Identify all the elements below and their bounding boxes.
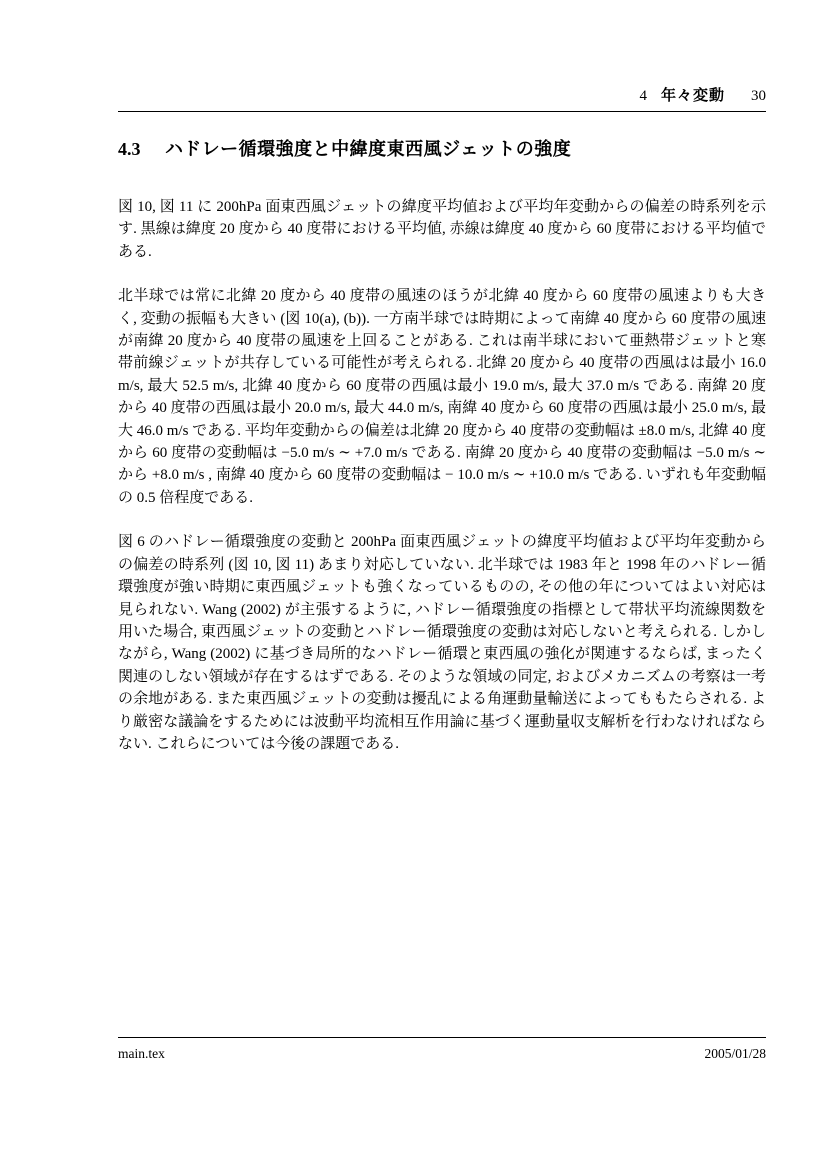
paragraph-discussion: 図 6 のハドレー循環強度の変動と 200hPa 面東西風ジェットの緯度平均値および平均年変動からの偏差の時系列 (図 10, 図 11) あまり対応していない. 北半球では 1983 年と 1998 年のハドレー循環強度が強い時期に東西風ジェットも強くなっているものの, その他の年についてはよい対応は見られない. Wang (2002) が主張するように, ハドレー循環強度の指標として帯状平均流線関数を用いた場合, 東西風ジェットの変動とハドレー循環強度の変動は対応しないと考えられる. しかしながら, Wang (2002) に基づき局所的なハドレー循環と東西風の強化が関連するならば, まったく関連のしない領域が存在するはずである. そのような領域の同定, およびメカニズムの考察は一考の余地がある. また東西風ジェットの変動は擾乱による角運動量輸送によってももたらされる. より厳密な議論をするためには波動平均流相互作用論に基づく運動量収支解析を行わなければならない. これらについては今後の課題である.: [118, 534, 766, 752]
footer-filename: main.tex: [118, 1046, 165, 1061]
header-page-number: 30: [751, 88, 766, 104]
header-rule: [118, 111, 766, 112]
footer-date: 2005/01/28: [704, 1046, 766, 1061]
page-footer: [118, 1037, 766, 1062]
page-header: [118, 84, 766, 112]
paragraph-wind-statistics: 北半球では常に北緯 20 度から 40 度帯の風速のほうが北緯 40 度から 60 度帯の風速よりも大きく, 変動の振幅も大きい (図 10(a), (b)). 一方南半球では時期によって南緯 40 度から 60 度帯の風速が南緯 20 度から 40 度帯の風速を上回ることがある. これは南半球において亜熱帯ジェットと寒帯前線ジェットが共存している可能性が考えられる. 北緯 20 度から 40 度帯の西風はは最小 16.0 m/s, 最大 52.5 m/s, 北緯 40 度から 60 度帯の西風は最小 19.0 m/s, 最大 37.0 m/s である. 南緯 20 度から 40 度帯の西風は最小 20.0 m/s, 最大 44.0 m/s, 南緯 40 度から 60 度帯の西風は最小 25.0 m/s, 最大 46.0 m/s である. 平均年変動からの偏差は北緯 20 度から 40 度帯の変動幅は ±8.0 m/s, 北緯 40 度から 60 度帯の変動幅は −5.0 m/s ∼ +7.0 m/s である. 南緯 20 度から 40 度帯の変動幅は −5.0 m/s ∼ から +8.0 m/s , 南緯 40 度から 60 度帯の変動幅は − 10.0 m/s ∼ +10.0 m/s である. いずれも年変動幅の 0.5 倍程度である.: [118, 288, 766, 506]
section-heading: [118, 136, 766, 162]
section-heading-number: 4.3: [118, 139, 141, 159]
page-footer-row: [118, 1038, 766, 1062]
document-body: [118, 196, 766, 755]
section-heading-title: ハドレー循環強度と中緯度東西風ジェットの強度: [165, 139, 572, 159]
header-section-number: 4: [639, 88, 647, 104]
header-section-title: 年々変動: [660, 87, 725, 104]
paragraph-figure-description: 図 10, 図 11 に 200hPa 面東西風ジェットの緯度平均値および平均年変動からの偏差の時系列を示す. 黒線は緯度 20 度から 40 度帯における平均値, 赤線は緯度 40 度から 60 度帯における平均値である.: [118, 199, 766, 260]
page-header-row: [118, 84, 766, 111]
